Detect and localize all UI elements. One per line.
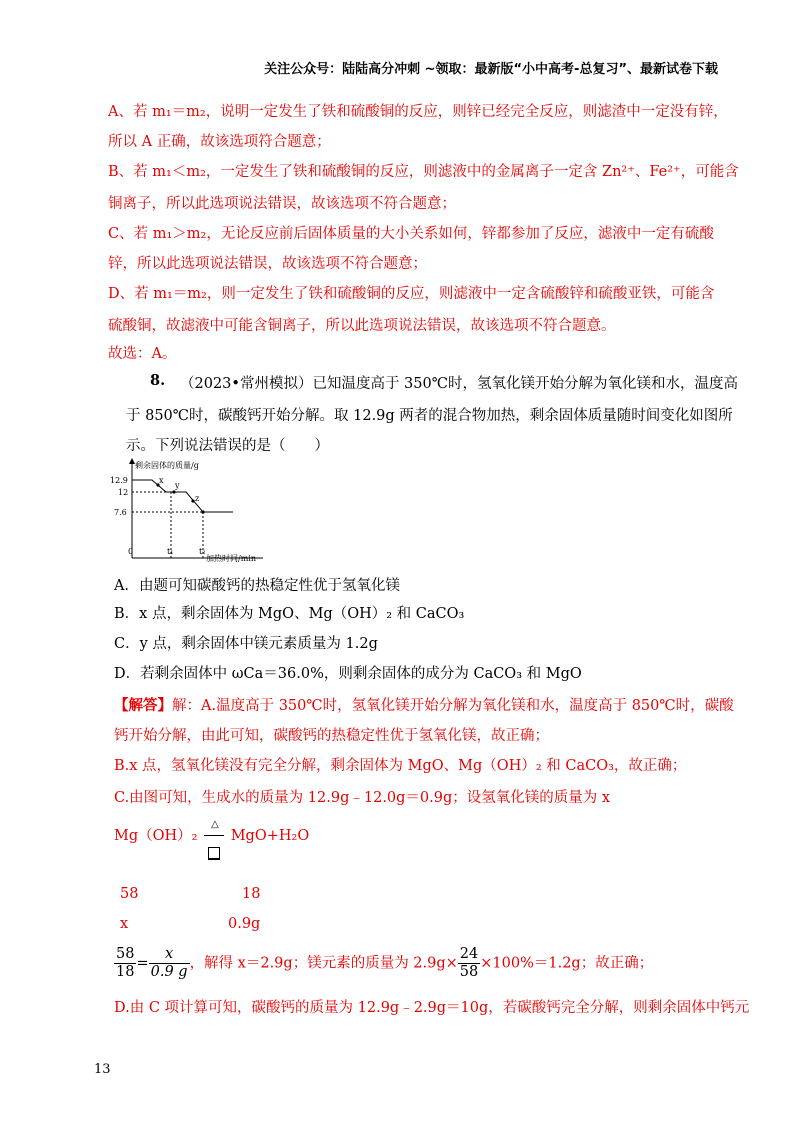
solution-d-line1: D、若 m₁＝m₂，则一定发生了铁和硫酸铜的反应，则滤液中一定含硫酸锌和硫酸亚铁，可能含 [108,286,715,302]
answer-tag: 【解答】 [114,697,172,714]
x-tick-t2: t₂ [199,547,206,556]
solution-b-line1: B、若 m₁＜m₂，一定发生了铁和硫酸铜的反应，则滤液中的金属离子一定含 Zn²⁺、Fe²⁺，可能含 [108,164,739,180]
molar-mass-18: 18 [242,886,261,902]
calc-end: ×100%＝1.2g；故正确； [480,955,654,972]
origin-label: 0 [128,547,134,556]
y-tick-12.9: 12.9 [110,476,128,485]
x-tick-t1: t₁ [167,547,174,556]
eq-heat-sign: △ [211,819,219,830]
x-axis-label: 加热时间/min [206,554,256,563]
mass-0.9g: 0.9g [228,916,261,932]
fraction-24-58 [458,946,480,981]
page-header: 关注公众号：陆陆高分冲刺 ~领取：最新版“小中高考-总复习”、最新试卷下载 [264,62,718,77]
molar-mass-58: 58 [120,886,139,902]
data-line [132,480,233,512]
question-line2: 于 850℃时，碳酸钙开始分解。取 12.9g 两者的混合物加热，剩余固体质量随时间变化如图所 [126,408,733,424]
point-y [172,490,175,493]
frac2-num: x [149,946,190,964]
fraction-58-18 [114,946,136,981]
eq-placeholder-box [208,847,220,860]
solution-c-line2: 锌，所以此选项说法错误，故该选项不符合题意； [108,256,427,272]
answer-line4: C.由图可知，生成水的质量为 12.9g﹣12.0g＝0.9g；设氢氧化镁的质量为 x [114,790,611,806]
point-end [201,510,204,513]
y-axis-label: 剩余固体的质量/g [135,461,199,470]
eq-arrow-line [204,835,224,836]
solution-c-line1: C、若 m₁＞m₂，无论反应前后固体质量的大小关系如何，锌都参加了反应，滤液中一定有硫酸 [108,226,714,242]
frac1-den: 18 [116,964,135,980]
frac-equals: = [136,955,149,972]
frac1-num: 58 [116,946,135,962]
point-label-y: y [175,481,180,490]
calc-middle: ，解得 x＝2.9g；镁元素的质量为 2.9g× [189,955,458,972]
solution-d-line2: 硫酸铜，故滤液中可能含铜离子，所以此选项说法错误，故该选项不符合题意。 [108,318,616,334]
question-line1: （2023•常州模拟）已知温度高于 350℃时，氢氧化镁开始分解为氧化镁和水，温度高 [180,376,738,392]
option-d: D．若剩余固体中 ωCa＝36.0%，则剩余固体的成分为 CaCO₃ 和 MgO [114,666,582,682]
frac2-den: 0.9 g [150,964,188,980]
mass-x: x [120,916,129,932]
answer-line3: B.x 点，氢氧化镁没有完全分解，剩余固体为 MgO、Mg（OH）₂ 和 CaCO₃，故正确； [114,758,687,774]
frac3-num: 24 [459,946,479,962]
solution-a-line1: A、若 m₁＝m₂，说明一定发生了铁和硫酸铜的反应，则锌已经完全反应，则滤渣中一定没有锌， [108,104,728,120]
solution-a-line2: 所以 A 正确，故该选项符合题意； [108,134,331,150]
frac3-den: 58 [459,964,479,980]
eq-reactant: Mg（OH）₂ [114,828,198,844]
option-b: B．x 点，剩余固体为 MgO、Mg（OH）₂ 和 CaCO₃ [114,606,465,622]
question-line3: 示。下列说法错误的是（ ） [126,438,329,454]
option-c: C．y 点，剩余固体中镁元素质量为 1.2g [114,636,378,652]
answer-line-d: D.由 C 项计算可知，碳酸钙的质量为 12.9g﹣2.9g＝10g，若碳酸钙完全分解，则剩余固体中钙元 [114,1000,750,1016]
y-tick-12: 12 [118,488,129,497]
eq-products: MgO+H₂O [230,828,310,844]
solution-b-line2: 铜离子，所以此选项说法错误，故该选项不符合题意； [108,196,456,212]
mass-time-chart [108,456,268,564]
answer-line1 [114,694,734,715]
calculation-line [114,946,653,981]
page-number: 13 [94,1062,111,1077]
chemical-equation [114,819,310,845]
question-number: 8. [150,372,166,389]
point-label-z: z [195,494,200,503]
answer-line2: 钙开始分解，由此可知，碳酸钙的热稳定性优于氢氧化镁，故正确； [114,728,549,744]
fraction-x-0.9g [149,946,190,981]
point-label-x: x [159,476,164,485]
solution-choice: 故选：A。 [108,346,177,362]
answer-text-1: 解：A.温度高于 350℃时，氢氧化镁开始分解为氧化镁和水，温度高于 850℃时，碳酸 [172,698,734,714]
y-tick-7.6: 7.6 [114,508,127,517]
option-a: A．由题可知碳酸钙的热稳定性优于氢氧化镁 [114,578,400,594]
